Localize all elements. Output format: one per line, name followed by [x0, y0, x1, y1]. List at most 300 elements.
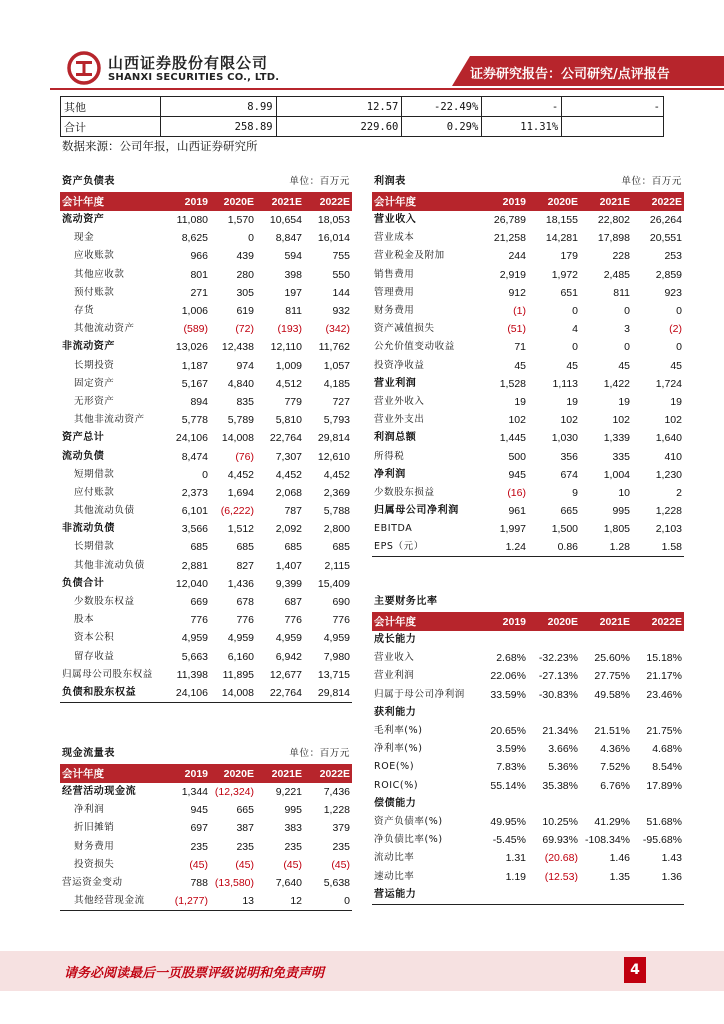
table-cell: 961: [508, 505, 526, 518]
row-label: 合计: [61, 117, 161, 137]
row-label: 营业利润: [374, 670, 415, 682]
row-label: 其他经营现金流: [60, 892, 162, 911]
column-header: 2020E: [210, 192, 256, 211]
table-row: [372, 831, 684, 849]
table-cell: 779: [284, 395, 302, 408]
table-row: [372, 538, 684, 557]
table-cell: (51): [507, 323, 526, 336]
table-row: [60, 520, 352, 538]
table-cell: 13: [210, 892, 256, 911]
table-row: [60, 557, 352, 575]
table-cell: 14,008: [221, 432, 254, 445]
table-cell: 10: [618, 486, 630, 499]
table-cell: 827: [236, 559, 254, 572]
table-cell: 410: [664, 450, 682, 463]
row-label: 营业成本: [374, 232, 415, 244]
table-cell: 2,103: [655, 523, 682, 536]
table-row: [372, 704, 684, 722]
table-cell: 17.89%: [646, 779, 682, 792]
table-cell: 253: [664, 250, 682, 263]
table-cell: (589): [183, 323, 208, 336]
table-cell: [476, 886, 528, 905]
row-label: 财务费用: [74, 840, 115, 852]
table-cell: 945: [508, 468, 526, 481]
table-cell: 12,610: [317, 450, 350, 463]
table-cell: 6,160: [227, 650, 254, 663]
table-row: [60, 338, 352, 356]
table-cell: 5,789: [227, 414, 254, 427]
table-cell: 5,663: [181, 650, 208, 663]
row-label: ROE(%): [374, 761, 415, 773]
table-cell: 21.75%: [646, 725, 682, 738]
column-header: 会计年度: [60, 192, 162, 211]
table-cell: 2,881: [181, 559, 208, 572]
table-cell: 11,762: [318, 341, 350, 354]
table-cell: 21.51%: [594, 725, 630, 738]
row-label: 存货: [74, 305, 95, 317]
table-header-row: [60, 764, 352, 783]
table-row: [372, 758, 684, 776]
table-row: [60, 447, 352, 465]
table-cell: 966: [190, 250, 208, 263]
company-name-cn: 山西证券股份有限公司: [108, 54, 269, 72]
table-row: [372, 393, 684, 411]
table-cell: 727: [332, 395, 350, 408]
table-cell: 1.43: [661, 852, 682, 865]
table-cell: 1,694: [227, 486, 254, 499]
row-label: 其他: [61, 97, 161, 117]
table-cell: 8.99: [160, 97, 276, 117]
header-divider: [50, 88, 724, 90]
cash-flow-table: [60, 744, 352, 911]
table-row: [60, 357, 352, 375]
table-cell: 1,344: [181, 786, 208, 799]
table-row: [60, 411, 352, 429]
table-cell: -5.45%: [492, 834, 526, 847]
table-row: [372, 867, 684, 885]
table-cell: 2,092: [275, 523, 302, 536]
column-header: 2020E: [528, 612, 580, 631]
table-title-row: [372, 592, 684, 612]
table-cell: 26,789: [493, 214, 526, 227]
row-label: 流动负债: [62, 450, 105, 462]
row-label: 归属母公司股东权益: [62, 668, 153, 680]
table-row: [60, 838, 352, 856]
table-cell: 687: [284, 596, 302, 609]
row-label: 投资净收益: [374, 359, 425, 371]
table-cell: 9,221: [275, 786, 302, 799]
table-cell: 1.36: [661, 870, 682, 883]
table-row: [372, 375, 684, 393]
financial-ratios-table: [372, 592, 684, 905]
table-cell: 2,115: [324, 559, 350, 572]
table-cell: 1,113: [552, 377, 578, 390]
table-row: [372, 447, 684, 465]
table-cell: (45): [235, 858, 254, 871]
table-row: [60, 611, 352, 629]
row-label: 资产负债率(%): [374, 815, 443, 827]
table-cell: 594: [284, 250, 302, 263]
table-cell: 7,436: [323, 786, 350, 799]
table-cell: 1,997: [499, 523, 526, 536]
row-label: 成长能力: [374, 634, 417, 646]
table-cell: 1,422: [603, 377, 630, 390]
table-header-row: [372, 192, 684, 211]
table-cell: [528, 704, 580, 722]
table-cell: (2): [669, 323, 682, 336]
table-cell: 835: [236, 395, 254, 408]
row-label: 长期借款: [74, 541, 115, 553]
row-label: 流动资产: [62, 214, 105, 226]
row-label: EPS（元）: [372, 538, 476, 557]
table-cell: 13,715: [317, 668, 350, 681]
table-cell: -22.49%: [402, 97, 482, 117]
table-cell: 550: [332, 268, 350, 281]
table-cell: 1,570: [227, 214, 254, 227]
table-cell: 6.76%: [600, 779, 630, 792]
table-cell: 49.58%: [594, 688, 630, 701]
table-cell: 356: [560, 450, 578, 463]
table-cell: 0: [572, 341, 578, 354]
table-cell: (20.68): [544, 852, 578, 865]
table-cell: 755: [332, 250, 350, 263]
table-row: [60, 874, 352, 892]
table-row: [372, 795, 684, 813]
table-cell: 5,810: [275, 414, 302, 427]
table-header-row: [60, 192, 352, 211]
table-cell: 55.14%: [490, 779, 526, 792]
table-cell: 45: [514, 359, 526, 372]
table-cell: 619: [236, 305, 254, 318]
table-cell: 1,445: [499, 432, 526, 445]
row-label: 少数股东损益: [374, 486, 435, 498]
table-cell: 29,814: [304, 684, 352, 703]
table-cell: (45): [189, 858, 208, 871]
page-header: [0, 0, 724, 92]
table-cell: 7,980: [323, 650, 350, 663]
table-title-row: [372, 172, 684, 192]
table-cell: 0: [572, 305, 578, 318]
table-cell: 0: [304, 892, 352, 911]
table-cell: 912: [508, 286, 526, 299]
table-cell: -108.34%: [585, 834, 630, 847]
table-cell: 439: [236, 250, 254, 263]
table-cell: 0: [202, 468, 208, 481]
table-cell: 0: [248, 232, 254, 245]
table-cell: 19: [618, 395, 630, 408]
table-cell: [632, 704, 684, 722]
table-cell: 20.65%: [490, 725, 526, 738]
disclaimer-notice: 请务必阅读最后一页股票评级说明和免责声明: [64, 966, 325, 981]
table-cell: 10.25%: [542, 815, 578, 828]
row-label: 长期投资: [74, 359, 115, 371]
table-cell: 776: [332, 614, 350, 627]
table-cell: 12,110: [270, 341, 302, 354]
column-header: 2022E: [632, 192, 684, 211]
row-label: 少数股东权益: [74, 596, 135, 608]
table-cell: 6,942: [275, 650, 302, 663]
table-cell: 9: [572, 486, 578, 499]
table-row: [372, 777, 684, 795]
table-title-row: [60, 744, 352, 764]
row-label: 折旧摊销: [74, 822, 115, 834]
income-statement-table: [372, 172, 684, 557]
table-cell: [476, 795, 528, 813]
table-row: [60, 375, 352, 393]
table-row: [60, 666, 352, 684]
table-cell: 2,369: [323, 486, 350, 499]
table-cell: 7.52%: [600, 761, 630, 774]
row-label: 股本: [74, 614, 95, 626]
table-cell: 811: [285, 305, 302, 318]
row-label: 非流动资产: [62, 341, 115, 353]
table-row: [60, 856, 352, 874]
row-label: 偿债能力: [374, 797, 417, 809]
table-cell: 271: [190, 286, 208, 299]
table-cell: 235: [284, 840, 302, 853]
table-row: [372, 320, 684, 338]
table-cell: 1,228: [323, 804, 350, 817]
table-cell: 3: [624, 323, 630, 336]
table-unit: 单位：百万元: [289, 748, 350, 759]
table-cell: 17,898: [597, 232, 630, 245]
table-cell: 8,474: [181, 450, 208, 463]
row-label: 现金: [74, 232, 95, 244]
table-cell: [632, 631, 684, 649]
column-header: 会计年度: [372, 612, 476, 631]
row-label: 营业收入: [374, 652, 415, 664]
row-label: 负债合计: [62, 577, 105, 589]
table-cell: 2,373: [181, 486, 208, 499]
table-cell: 102: [664, 414, 682, 427]
table-cell: 1,972: [551, 268, 578, 281]
table-cell: 4,959: [275, 632, 302, 645]
table-row: [372, 722, 684, 740]
table-cell: (12,324): [214, 786, 254, 799]
table-cell: [580, 795, 632, 813]
table-cell: 685: [332, 541, 350, 554]
table-cell: 4: [572, 323, 578, 336]
table-row: [372, 466, 684, 484]
table-cell: 690: [332, 596, 350, 609]
table-cell: 69.93%: [542, 834, 578, 847]
table-cell: (13,580): [214, 877, 254, 890]
table-header-row: [372, 612, 684, 631]
table-cell: 197: [284, 286, 302, 299]
row-label: 无形资产: [74, 395, 115, 407]
table-cell: 45: [618, 359, 630, 372]
row-label: 非流动负债: [62, 523, 115, 535]
table-row: [60, 247, 352, 265]
table-cell: 7,640: [275, 877, 302, 890]
table-cell: 1,640: [655, 432, 682, 445]
table-row: [372, 284, 684, 302]
table-title: 主要财务比率: [374, 596, 438, 607]
table-cell: 20,551: [649, 232, 682, 245]
table-cell: 788: [190, 877, 208, 890]
table-cell: 19: [566, 395, 578, 408]
table-unit: 单位：百万元: [621, 176, 682, 187]
table-cell: 932: [332, 305, 350, 318]
balance-sheet-table: [60, 172, 352, 703]
row-label: 营业收入: [374, 214, 417, 226]
table-cell: 945: [190, 804, 208, 817]
table-cell: 4,452: [323, 468, 350, 481]
table-title: 现金流量表: [62, 748, 115, 759]
table-cell: 3.66%: [548, 743, 578, 756]
row-label: 资产总计: [62, 432, 105, 444]
table-row: [60, 538, 352, 556]
table-row: [372, 411, 684, 429]
table-cell: (72): [235, 323, 254, 336]
table-row: [372, 357, 684, 375]
segment-revenue-table: [60, 96, 664, 137]
table-cell: 0.86: [528, 538, 580, 557]
page-number: 4: [624, 957, 646, 983]
table-cell: 4,185: [323, 377, 350, 390]
row-label: 其他非流动资产: [74, 414, 145, 426]
row-label: 速动比率: [374, 870, 415, 882]
table-row: [60, 229, 352, 247]
table-cell: (12.53): [544, 870, 578, 883]
table-row: [61, 117, 664, 137]
table-cell: 1.58: [632, 538, 684, 557]
table-cell: 674: [560, 468, 578, 481]
row-label: 营运能力: [372, 886, 476, 905]
row-label: 应付账款: [74, 486, 115, 498]
table-cell: 1.24: [476, 538, 528, 557]
row-label: 所得税: [374, 450, 405, 462]
table-cell: 22,764: [269, 432, 302, 445]
row-label: 营业利润: [374, 377, 417, 389]
table-row: [372, 338, 684, 356]
column-header: 2020E: [528, 192, 580, 211]
table-row: [60, 266, 352, 284]
table-cell: -32.23%: [538, 652, 578, 665]
table-cell: 9,399: [275, 577, 302, 590]
table-row: [372, 211, 684, 229]
row-label: 其他非流动负债: [74, 559, 145, 571]
row-label: 经营活动现金流: [62, 786, 137, 798]
table-cell: 102: [508, 414, 526, 427]
table-cell: 1,009: [275, 359, 302, 372]
table-cell: 4.68%: [652, 743, 682, 756]
table-cell: 2,919: [499, 268, 526, 281]
table-cell: [580, 704, 632, 722]
table-cell: 21.34%: [542, 725, 578, 738]
table-cell: -: [482, 97, 562, 117]
table-cell: 22,764: [256, 684, 304, 703]
table-cell: 45: [670, 359, 682, 372]
row-label: 销售费用: [374, 268, 415, 280]
table-cell: 280: [236, 268, 254, 281]
table-cell: 1,805: [603, 523, 630, 536]
table-cell: 1,500: [551, 523, 578, 536]
table-row: [61, 97, 664, 117]
row-label: 预付账款: [74, 286, 115, 298]
row-label: 毛利率(%): [374, 725, 423, 737]
table-cell: 14,008: [210, 684, 256, 703]
table-cell: 685: [236, 541, 254, 554]
table-row: [372, 740, 684, 758]
table-row: [60, 783, 352, 801]
column-header: 2022E: [304, 764, 352, 783]
table-cell: 229.60: [276, 117, 402, 137]
table-row: [372, 229, 684, 247]
table-cell: 1,512: [227, 523, 254, 536]
table-row: [60, 429, 352, 447]
column-header: 会计年度: [372, 192, 476, 211]
table-cell: 12,040: [175, 577, 208, 590]
row-label: 其他流动负债: [74, 505, 135, 517]
table-cell: 12,438: [221, 341, 254, 354]
table-cell: 7.83%: [496, 761, 526, 774]
table-cell: 995: [612, 505, 630, 518]
table-row: [60, 502, 352, 520]
table-cell: [580, 886, 632, 905]
table-cell: 71: [514, 341, 526, 354]
table-row: [372, 686, 684, 704]
table-row: [372, 849, 684, 867]
table-row: [372, 631, 684, 649]
table-cell: 21.17%: [646, 670, 682, 683]
table-cell: 102: [612, 414, 630, 427]
table-unit: 单位：百万元: [289, 176, 350, 187]
table-row: [372, 502, 684, 520]
table-cell: 235: [190, 840, 208, 853]
table-row: [60, 320, 352, 338]
table-cell: 0.29%: [402, 117, 482, 137]
table-cell: 49.95%: [490, 815, 526, 828]
table-cell: 228: [612, 250, 630, 263]
table-cell: 41.29%: [594, 815, 630, 828]
table-row: [372, 247, 684, 265]
table-cell: 5,167: [181, 377, 208, 390]
row-label: 资产减值损失: [374, 323, 435, 335]
table-cell: 19: [670, 395, 682, 408]
table-cell: (76): [235, 450, 254, 463]
table-cell: 258.89: [160, 117, 276, 137]
table-title: 资产负债表: [62, 176, 115, 187]
row-label: 留存收益: [74, 650, 115, 662]
table-cell: [580, 631, 632, 649]
table-cell: 669: [190, 596, 208, 609]
table-cell: 379: [332, 822, 350, 835]
table-cell: 665: [236, 804, 254, 817]
table-cell: 11.31%: [482, 117, 562, 137]
row-label: 财务费用: [374, 305, 415, 317]
row-label: 营业外支出: [374, 414, 425, 426]
row-label: ROIC(%): [374, 779, 419, 791]
table-cell: 2,859: [655, 268, 682, 281]
table-cell: (16): [507, 486, 526, 499]
table-cell: 1,339: [603, 432, 630, 445]
table-cell: 685: [284, 541, 302, 554]
table-cell: 1,407: [275, 559, 302, 572]
table-cell: 3,566: [181, 523, 208, 536]
table-cell: 398: [284, 268, 302, 281]
report-type: 证券研究报告：公司研究/点评报告: [470, 67, 670, 82]
table-cell: 811: [613, 286, 630, 299]
table-cell: 235: [332, 840, 350, 853]
table-cell: 0: [624, 341, 630, 354]
table-cell: 11,080: [176, 214, 208, 227]
column-header: 2019: [476, 192, 528, 211]
table-cell: 3.59%: [496, 743, 526, 756]
table-row: [372, 520, 684, 538]
table-row: [60, 819, 352, 837]
table-cell: [528, 631, 580, 649]
